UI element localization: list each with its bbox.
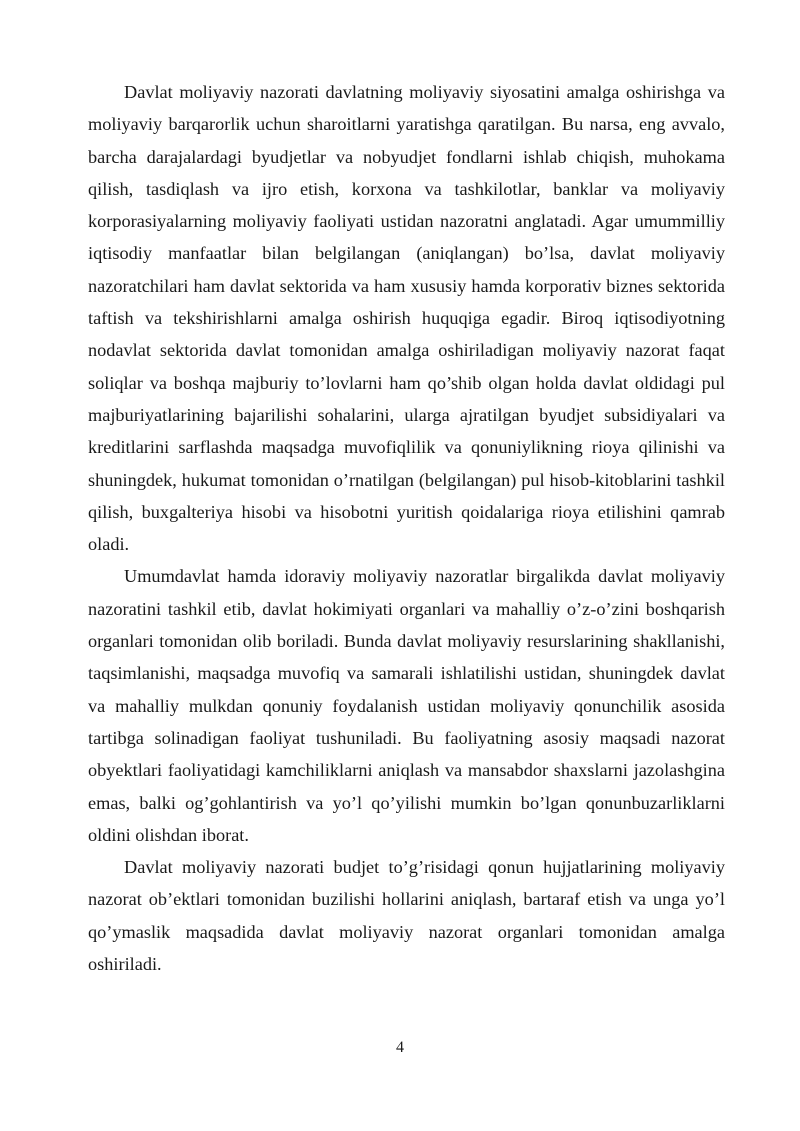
page-number: 4 bbox=[396, 1039, 404, 1056]
paragraph-1: Davlat moliyaviy nazorati davlatning moliyaviy siyosatini amalga oshirishga va moliyaviy barqarorlik uchun sharoitlarni yaratishga qaratilgan. Bu narsa, eng avvalo, barcha darajalardagi byudjetlar va nobyudjet fondlarni ishlab chiqish, muhokama qilish, tasdiqlash va ijro etish, korxona va tashkilotlar, banklar va moliyaviy korporasiyalarning moliyaviy faoliyati ustidan nazoratni anglatadi. Agar umummilliy iqtisodiy manfaatlar bilan belgilangan (aniqlangan) bo’lsa, davlat moliyaviy nazoratchilari ham davlat sektorida va ham xususiy hamda korporativ biznes sektorida taftish va tekshirishlarni amalga oshirish huquqiga egadir. Biroq iqtisodiyotning nodavlat sektorida davlat tomonidan amalga oshiriladigan moliyaviy nazorat faqat soliqlar va boshqa majburiy to’lovlarni ham qo’shib olgan holda davlat oldidagi pul majburiyatlarining bajarilishi sohalarini, ularga ajratilgan byudjet subsidiyalari va kreditlarini sarflashda maqsadga muvofiqlilik va qonuniylikning rioya qilinishi va shuningdek, hukumat tomonidan o’rnatilgan (belgilangan) pul hisob-kitoblarini tashkil qilish, buxgalteriya hisobi va hisobotni yuritish qoidalariga rioya etilishini qamrab oladi. bbox=[88, 82, 725, 555]
document-body bbox=[88, 76, 725, 980]
paragraph-3: Davlat moliyaviy nazorati budjet to’g’risidagi qonun hujjatlarining moliyaviy nazorat ob’ektlari tomonidan buzilishi hollarini aniqlash, bartaraf etish va unga yo’l qo’ymaslik maqsadida davlat moliyaviy nazorat organlari tomonidan amalga oshiriladi. bbox=[88, 857, 725, 975]
paragraph-2: Umumdavlat hamda idoraviy moliyaviy nazoratlar birgalikda davlat moliyaviy nazoratini tashkil etib, davlat hokimiyati organlari va mahalliy o’z-o’zini boshqarish organlari tomonidan olib boriladi. Bunda davlat moliyaviy resurslarining shakllanishi, taqsimlanishi, maqsadga muvofiq va samarali ishlatilishi ustidan, shuningdek davlat va mahalliy mulkdan qonuniy foydalanish ustidan moliyaviy qonunchilik asosida tartibga solinadigan faoliyat tushuniladi. Bu faoliyatning asosiy maqsadi nazorat obyektlari faoliyatidagi kamchiliklarni aniqlash va mansabdor shaxslarni jazolashgina emas, balki og’gohlantirish va yo’l qo’yilishi mumkin bo’lgan qonunbuzarliklarni oldini olishdan iborat. bbox=[88, 566, 725, 845]
